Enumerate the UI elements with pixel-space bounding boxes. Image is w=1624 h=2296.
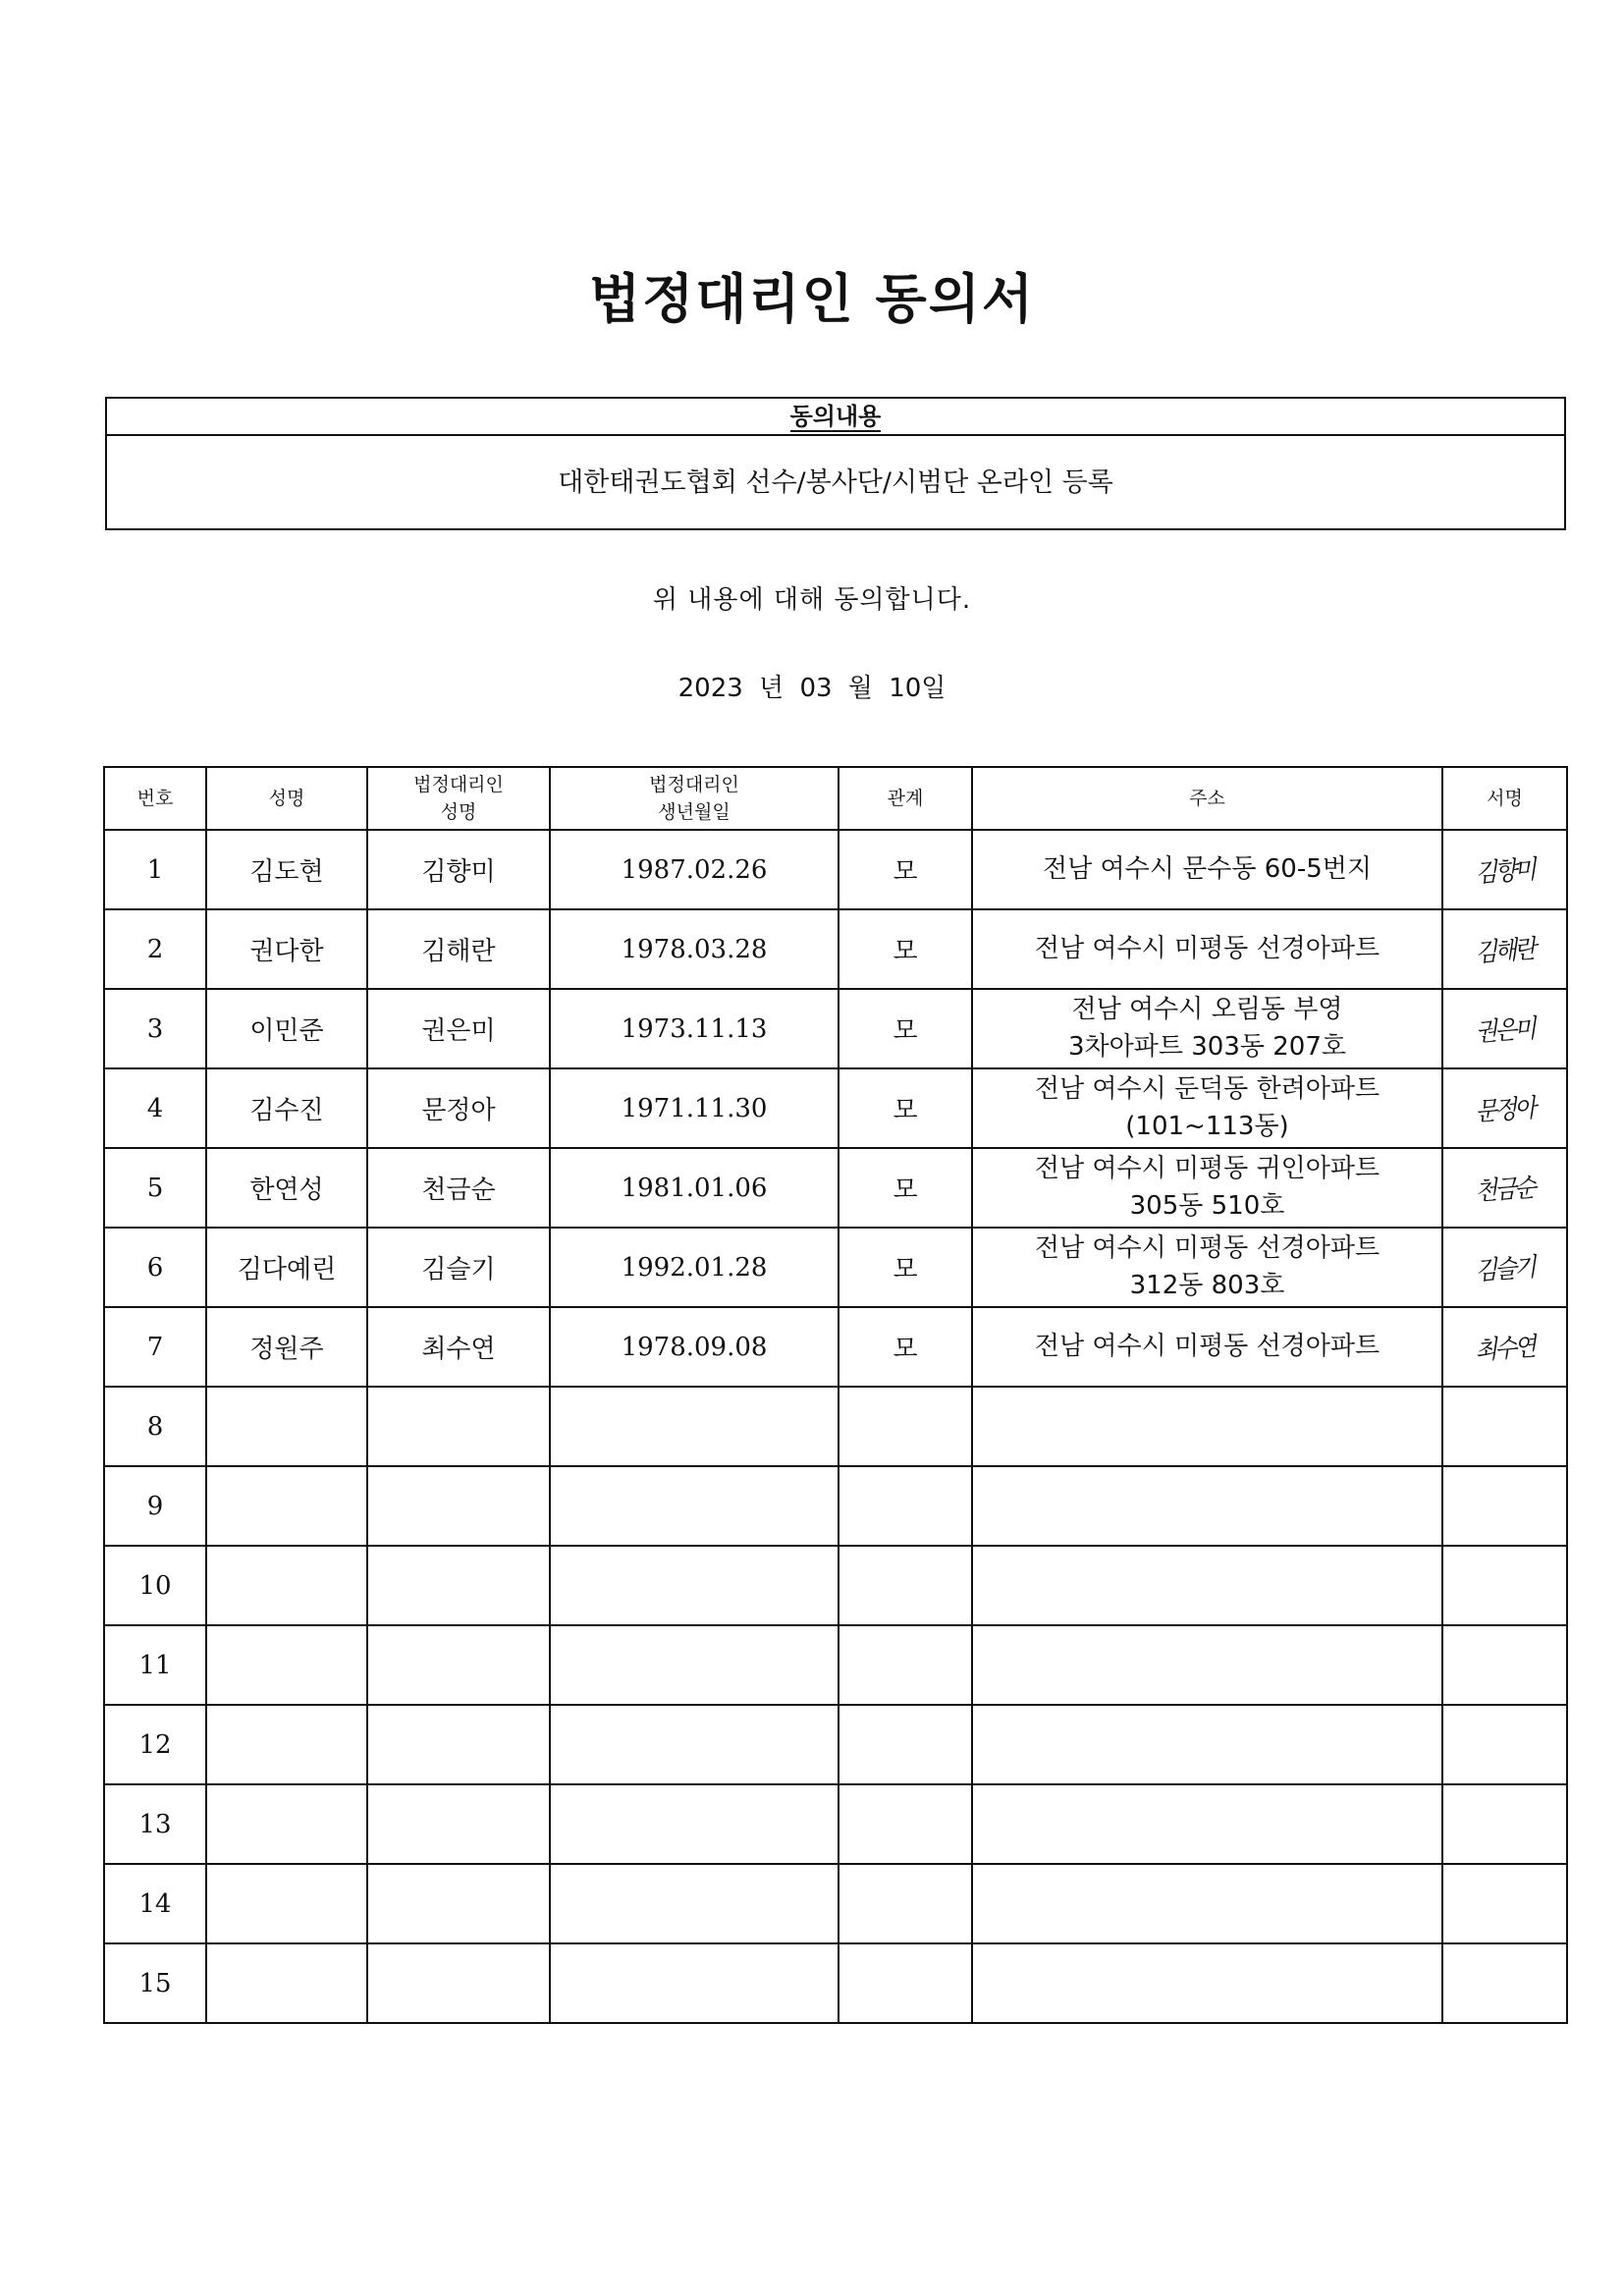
row-address xyxy=(972,830,1442,909)
row-guardian-name: 문정아 xyxy=(367,1068,550,1148)
row-address xyxy=(972,1784,1442,1864)
row-address xyxy=(972,909,1442,989)
handwritten-signature: 천금순 xyxy=(1474,1173,1536,1208)
row-guardian-name xyxy=(367,1546,550,1625)
handwritten-signature: 최수연 xyxy=(1474,1332,1536,1367)
consent-header-label: 동의내용 xyxy=(789,403,882,430)
row-address xyxy=(972,1307,1442,1387)
table-row xyxy=(104,1307,1567,1387)
handwritten-signature: 권은미 xyxy=(1474,1013,1536,1049)
row-guardian-name xyxy=(367,1625,550,1705)
row-address-line1: 전남 여수시 미평동 선경아파트 xyxy=(1034,1232,1380,1263)
table-row xyxy=(104,989,1567,1068)
row-relation: 모 xyxy=(839,1148,972,1228)
row-guardian-dob xyxy=(550,1943,839,2023)
row-address-line2: 312동 803호 xyxy=(1129,1270,1285,1300)
row-no: 2 xyxy=(104,909,206,989)
row-guardian-name: 천금순 xyxy=(367,1148,550,1228)
agreement-statement: 위 내용에 대해 동의합니다. xyxy=(652,585,972,615)
row-address xyxy=(972,1705,1442,1784)
row-guardian-dob xyxy=(550,1466,839,1546)
row-no: 15 xyxy=(104,1943,206,2023)
row-signature xyxy=(1442,1625,1567,1705)
row-signature xyxy=(1442,989,1567,1068)
date-month: 03 xyxy=(799,674,833,703)
row-guardian-name: 권은미 xyxy=(367,989,550,1068)
row-guardian-name: 김해란 xyxy=(367,909,550,989)
row-signature xyxy=(1442,909,1567,989)
row-address xyxy=(972,1387,1442,1466)
row-address-line2: (101~113동) xyxy=(1125,1111,1289,1141)
table-body xyxy=(104,830,1567,2023)
guardian-table xyxy=(103,766,1568,2024)
row-name: 이민준 xyxy=(206,989,367,1068)
row-name: 정원주 xyxy=(206,1307,367,1387)
row-signature xyxy=(1442,1466,1567,1546)
consent-box xyxy=(105,397,1566,530)
row-address-line2: 305동 510호 xyxy=(1129,1190,1285,1221)
row-signature xyxy=(1442,830,1567,909)
row-address xyxy=(972,1068,1442,1148)
row-relation xyxy=(839,1943,972,2023)
row-no: 14 xyxy=(104,1864,206,1943)
row-no: 9 xyxy=(104,1466,206,1546)
row-guardian-name xyxy=(367,1387,550,1466)
row-relation xyxy=(839,1546,972,1625)
row-relation xyxy=(839,1466,972,1546)
row-relation xyxy=(839,1387,972,1466)
row-signature xyxy=(1442,1784,1567,1864)
row-address-line1: 전남 여수시 문수동 60-5번지 xyxy=(1043,853,1372,884)
handwritten-signature: 김해란 xyxy=(1474,934,1536,969)
header-relation: 관계 xyxy=(839,767,972,830)
row-guardian-dob: 1978.03.28 xyxy=(550,909,839,989)
row-address xyxy=(972,1148,1442,1228)
row-address-line1: 전남 여수시 미평동 귀인아파트 xyxy=(1034,1153,1380,1183)
handwritten-signature: 문정아 xyxy=(1474,1093,1536,1128)
row-signature xyxy=(1442,1705,1567,1784)
handwritten-signature: 김향미 xyxy=(1474,854,1536,890)
row-guardian-name xyxy=(367,1784,550,1864)
table-row xyxy=(104,1148,1567,1228)
row-relation xyxy=(839,1864,972,1943)
row-address-line1: 전남 여수시 미평동 선경아파트 xyxy=(1034,933,1380,963)
table-row xyxy=(104,1864,1567,1943)
row-name: 김다예린 xyxy=(206,1228,367,1307)
row-no: 13 xyxy=(104,1784,206,1864)
row-no: 8 xyxy=(104,1387,206,1466)
table-row xyxy=(104,1546,1567,1625)
row-guardian-name: 최수연 xyxy=(367,1307,550,1387)
date-day: 10일 xyxy=(889,674,947,703)
row-guardian-dob: 1992.01.28 xyxy=(550,1228,839,1307)
date-line xyxy=(0,668,1624,704)
row-address xyxy=(972,1546,1442,1625)
row-address xyxy=(972,1466,1442,1546)
table-row xyxy=(104,1228,1567,1307)
table-row xyxy=(104,1705,1567,1784)
row-address xyxy=(972,1625,1442,1705)
table-row xyxy=(104,1625,1567,1705)
row-name xyxy=(206,1466,367,1546)
row-name xyxy=(206,1625,367,1705)
row-guardian-dob: 1978.09.08 xyxy=(550,1307,839,1387)
row-signature xyxy=(1442,1228,1567,1307)
table-row xyxy=(104,1943,1567,2023)
row-no: 10 xyxy=(104,1546,206,1625)
row-relation: 모 xyxy=(839,1068,972,1148)
table-row xyxy=(104,830,1567,909)
row-name xyxy=(206,1546,367,1625)
row-name: 권다한 xyxy=(206,909,367,989)
row-relation xyxy=(839,1625,972,1705)
row-no: 11 xyxy=(104,1625,206,1705)
row-address xyxy=(972,989,1442,1068)
row-relation: 모 xyxy=(839,909,972,989)
header-guardian-dob xyxy=(550,767,839,830)
row-address-line1: 전남 여수시 오림동 부영 xyxy=(1071,994,1343,1024)
header-guardian-dob-line1: 법정대리인 xyxy=(649,773,739,795)
date-year: 2023 xyxy=(677,674,743,703)
row-guardian-dob xyxy=(550,1705,839,1784)
row-no: 12 xyxy=(104,1705,206,1784)
row-guardian-name xyxy=(367,1943,550,2023)
row-name xyxy=(206,1784,367,1864)
header-guardian-dob-line2: 생년월일 xyxy=(658,801,731,823)
handwritten-signature: 김슬기 xyxy=(1474,1252,1536,1287)
row-signature xyxy=(1442,1546,1567,1625)
row-address xyxy=(972,1228,1442,1307)
page-title: 법정대리인 동의서 xyxy=(588,268,1036,330)
row-name: 김수진 xyxy=(206,1068,367,1148)
consent-header xyxy=(107,399,1564,436)
row-address xyxy=(972,1864,1442,1943)
row-signature xyxy=(1442,1943,1567,2023)
row-guardian-dob xyxy=(550,1625,839,1705)
consent-body: 대한태권도협회 선수/봉사단/시범단 온라인 등록 xyxy=(558,467,1113,498)
row-name xyxy=(206,1387,367,1466)
row-signature xyxy=(1442,1148,1567,1228)
header-guardian-name-line1: 법정대리인 xyxy=(413,773,504,795)
table-row xyxy=(104,909,1567,989)
row-no: 1 xyxy=(104,830,206,909)
row-guardian-name: 김슬기 xyxy=(367,1228,550,1307)
header-signature: 서명 xyxy=(1442,767,1567,830)
row-signature xyxy=(1442,1864,1567,1943)
row-relation: 모 xyxy=(839,1228,972,1307)
row-guardian-dob: 1973.11.13 xyxy=(550,989,839,1068)
row-guardian-name xyxy=(367,1864,550,1943)
row-relation: 모 xyxy=(839,1307,972,1387)
row-relation: 모 xyxy=(839,830,972,909)
table-row xyxy=(104,1068,1567,1148)
row-guardian-dob xyxy=(550,1864,839,1943)
row-no: 5 xyxy=(104,1148,206,1228)
row-address-line1: 전남 여수시 미평동 선경아파트 xyxy=(1034,1331,1380,1361)
row-no: 6 xyxy=(104,1228,206,1307)
row-guardian-dob: 1981.01.06 xyxy=(550,1148,839,1228)
row-signature xyxy=(1442,1307,1567,1387)
row-guardian-dob xyxy=(550,1387,839,1466)
table-header-row xyxy=(104,767,1567,830)
header-name: 성명 xyxy=(206,767,367,830)
row-relation xyxy=(839,1784,972,1864)
row-no: 7 xyxy=(104,1307,206,1387)
row-guardian-dob: 1987.02.26 xyxy=(550,830,839,909)
date-month-unit: 월 xyxy=(847,674,873,703)
row-guardian-name: 김향미 xyxy=(367,830,550,909)
row-name: 김도현 xyxy=(206,830,367,909)
row-guardian-dob: 1971.11.30 xyxy=(550,1068,839,1148)
date-year-unit: 년 xyxy=(759,674,785,703)
row-address-line2: 3차아파트 303동 207호 xyxy=(1067,1031,1347,1062)
row-guardian-name xyxy=(367,1466,550,1546)
header-guardian-name-line2: 성명 xyxy=(440,801,477,823)
row-guardian-name xyxy=(367,1705,550,1784)
header-guardian-name xyxy=(367,767,550,830)
row-no: 4 xyxy=(104,1068,206,1148)
table-row xyxy=(104,1387,1567,1466)
table-row xyxy=(104,1466,1567,1546)
row-name: 한연성 xyxy=(206,1148,367,1228)
header-no: 번호 xyxy=(104,767,206,830)
row-name xyxy=(206,1943,367,2023)
row-guardian-dob xyxy=(550,1546,839,1625)
header-address: 주소 xyxy=(972,767,1442,830)
row-guardian-dob xyxy=(550,1784,839,1864)
row-name xyxy=(206,1705,367,1784)
row-address-line1: 전남 여수시 둔덕동 한려아파트 xyxy=(1034,1073,1380,1104)
row-signature xyxy=(1442,1068,1567,1148)
row-signature xyxy=(1442,1387,1567,1466)
row-relation: 모 xyxy=(839,989,972,1068)
row-relation xyxy=(839,1705,972,1784)
table-row xyxy=(104,1784,1567,1864)
row-name xyxy=(206,1864,367,1943)
row-no: 3 xyxy=(104,989,206,1068)
row-address xyxy=(972,1943,1442,2023)
